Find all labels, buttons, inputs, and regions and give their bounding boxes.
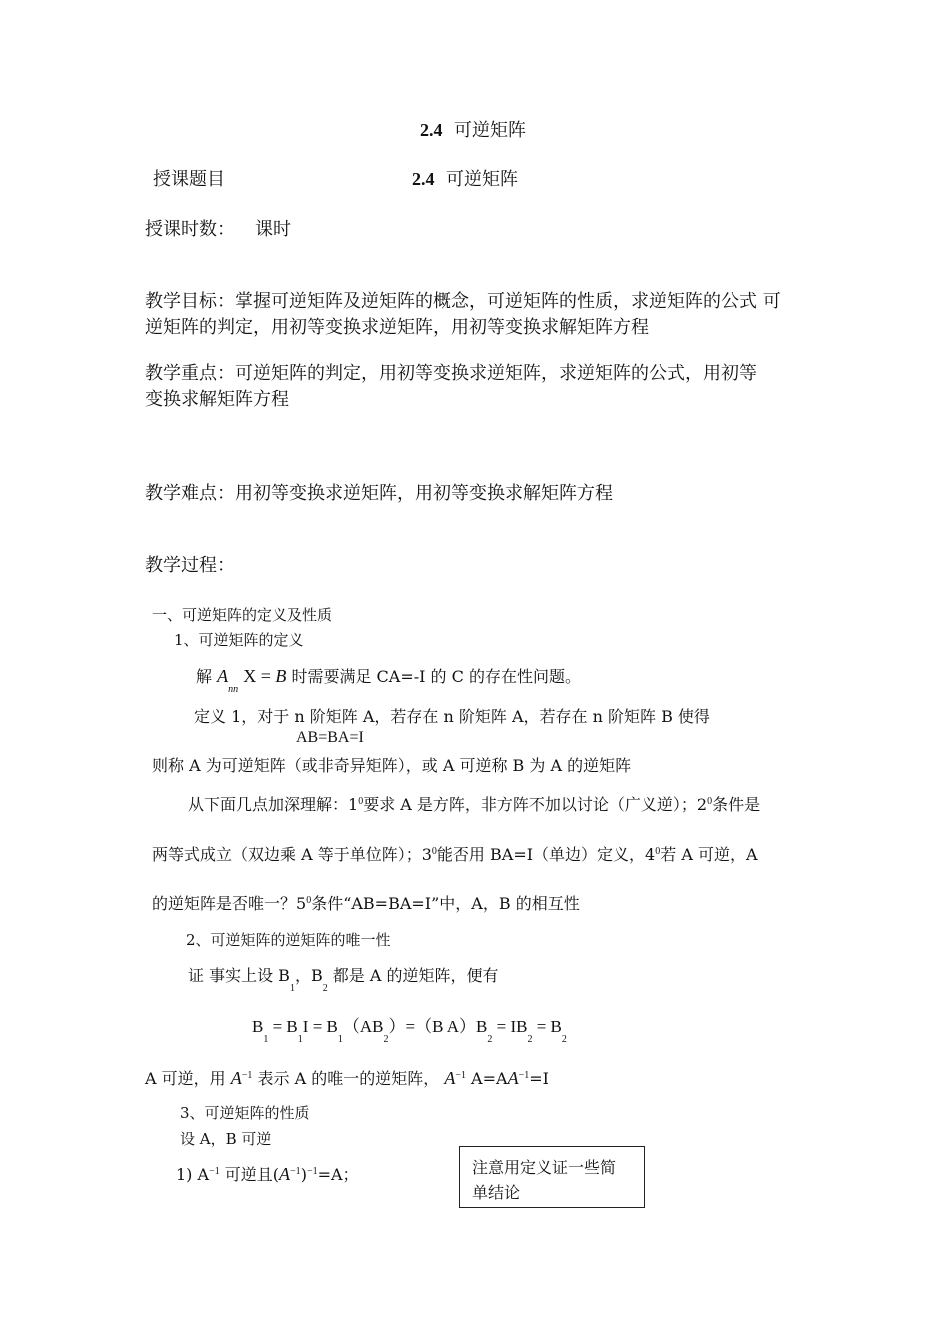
proof-c: 都是 A 的逆矩阵，便有 <box>332 966 499 985</box>
inverse-matrix-3: A <box>507 1068 519 1088</box>
inverse-notation-line <box>145 1066 549 1089</box>
proof-b: ，B <box>294 966 323 985</box>
understanding-2a-sup: 0 <box>431 846 437 857</box>
prop1-b: 可逆且( <box>224 1165 280 1184</box>
eq-sub-1: 1 <box>263 1034 269 1045</box>
proof-sub-1: 1 <box>289 983 295 994</box>
goal-line-2: 逆矩阵的判定，用初等变换求逆矩阵，用初等变换求解矩阵方程 <box>145 317 649 338</box>
course-label: 授课题目 <box>153 169 225 190</box>
inverse-c: A=A <box>471 1069 508 1088</box>
hours-label: 授课时数： <box>145 219 235 240</box>
inverse-sup-1: −1 <box>241 1070 253 1081</box>
proof-a: 证 事实上设 B <box>188 966 290 985</box>
understanding-3b: 条件“AB=BA=I”中，A，B 的相互性 <box>311 894 580 913</box>
understanding-2a: 两等式成立（双边乘 A 等于单位阵）；3 <box>152 845 432 864</box>
matrix-b: B <box>275 666 287 686</box>
eq-sub-4: 2 <box>383 1034 389 1045</box>
note-line-2: 单结论 <box>472 1183 521 1202</box>
prop1-d: =A； <box>317 1165 359 1184</box>
understanding-2b-sup: 0 <box>655 846 661 857</box>
prop1-a: 1) A <box>176 1165 210 1184</box>
solve-prefix: 解 <box>196 667 213 686</box>
subsection-heading-1: 1、可逆矩阵的定义 <box>174 631 304 649</box>
understanding-1a: 从下面几点加深理解：1 <box>188 795 359 814</box>
difficulty: 教学难点：用初等变换求逆矩阵，用初等变换求解矩阵方程 <box>145 483 613 504</box>
inverse-sup-2: −1 <box>455 1070 466 1081</box>
course-title <box>412 165 518 191</box>
proof-line <box>188 963 499 994</box>
understanding-1a-sup: 0 <box>358 796 364 807</box>
understanding-line-1 <box>188 792 760 815</box>
title-number: 2.4 <box>420 120 443 140</box>
understanding-1b-sup: 0 <box>707 796 713 807</box>
understanding-line-2 <box>152 842 758 865</box>
focus-line-1: 教学重点：可逆矩阵的判定，用初等变换求逆矩阵，求逆矩阵的公式，用初等 <box>145 363 757 384</box>
note-box <box>459 1146 645 1208</box>
solve-line <box>196 664 581 695</box>
understanding-3a: 的逆矩阵是否唯一？5 <box>152 894 307 913</box>
eq-sub-6: 2 <box>527 1034 533 1045</box>
proof-sub-2: 2 <box>322 983 328 994</box>
hours-value: 课时 <box>255 219 291 240</box>
matrix-a: A <box>217 666 229 686</box>
inverse-d: =I <box>529 1069 549 1088</box>
section-heading: 一、可逆矩阵的定义及性质 <box>152 606 333 624</box>
uniqueness-equation <box>252 1012 567 1045</box>
matrix-a-subscript: nn <box>228 684 239 695</box>
goal-line-1: 教学目标：掌握可逆矩阵及逆矩阵的概念，可逆矩阵的性质，求逆矩阵的公式 可 <box>145 291 781 312</box>
solve-equation: X = <box>243 666 276 686</box>
eq-part-6: = IB <box>492 1017 528 1036</box>
focus-line-2: 变换求解矩阵方程 <box>145 389 289 410</box>
eq-part-2: = B <box>268 1017 298 1036</box>
course-text: 可逆矩阵 <box>445 169 518 190</box>
prop1-sup-1: −1 <box>209 1166 220 1177</box>
inverse-matrix-1: A <box>230 1068 242 1088</box>
understanding-3a-sup: 0 <box>306 895 312 906</box>
eq-sub-3: 1 <box>337 1034 343 1045</box>
solve-suffix: 时需要满足 CA=-I 的 C 的存在性问题。 <box>291 667 581 686</box>
property-1 <box>176 1162 359 1185</box>
definition-1-equation: AB=BA=I <box>296 729 364 746</box>
subsection-heading-2: 2、可逆矩阵的逆矩阵的唯一性 <box>186 931 391 949</box>
inverse-sup-3: −1 <box>518 1070 530 1081</box>
prop1-sup-3: −1 <box>306 1166 318 1177</box>
eq-part-5: ）=（B A）B <box>388 1017 488 1036</box>
course-number: 2.4 <box>412 169 435 189</box>
eq-part-1: B <box>252 1017 264 1036</box>
eq-part-3: I = B <box>302 1017 338 1036</box>
note-line-1: 注意用定义证一些简 <box>472 1158 617 1177</box>
assumption: 设 A，B 可逆 <box>180 1130 272 1148</box>
inverse-matrix-2: A <box>444 1068 456 1088</box>
eq-sub-7: 2 <box>561 1034 567 1045</box>
prop1-c: ) <box>300 1165 307 1184</box>
eq-part-4: （AB <box>342 1017 384 1036</box>
understanding-2c: 若 A 可逆，A <box>660 845 758 864</box>
inverse-a: A 可逆，用 <box>145 1069 226 1088</box>
eq-sub-2: 1 <box>297 1034 303 1045</box>
eq-sub-5: 2 <box>487 1034 493 1045</box>
eq-part-7: = B <box>532 1017 562 1036</box>
page-title <box>420 116 526 142</box>
inverse-b: 表示 A 的唯一的逆矩阵， <box>257 1069 440 1088</box>
title-text: 可逆矩阵 <box>453 120 526 141</box>
understanding-2b: 能否用 BA=I（单边）定义，4 <box>436 845 656 864</box>
understanding-1b: 要求 A 是方阵，非方阵不加以讨论（广义逆）；2 <box>363 795 708 814</box>
definition-1-conclusion: 则称 A 为可逆矩阵（或非奇异矩阵），或 A 可逆称 B 为 A 的逆矩阵 <box>152 756 632 775</box>
definition-1: 定义 1，对于 n 阶矩阵 A，若存在 n 阶矩阵 A，若存在 n 阶矩阵 B 使得 <box>194 707 710 726</box>
prop1-matrix: A <box>279 1164 291 1184</box>
prop1-sup-2: −1 <box>290 1166 301 1177</box>
subsection-heading-3: 3、可逆矩阵的性质 <box>180 1104 310 1122</box>
understanding-1c: 条件是 <box>712 795 761 814</box>
understanding-line-3 <box>152 891 580 914</box>
process-heading: 教学过程： <box>145 555 235 576</box>
